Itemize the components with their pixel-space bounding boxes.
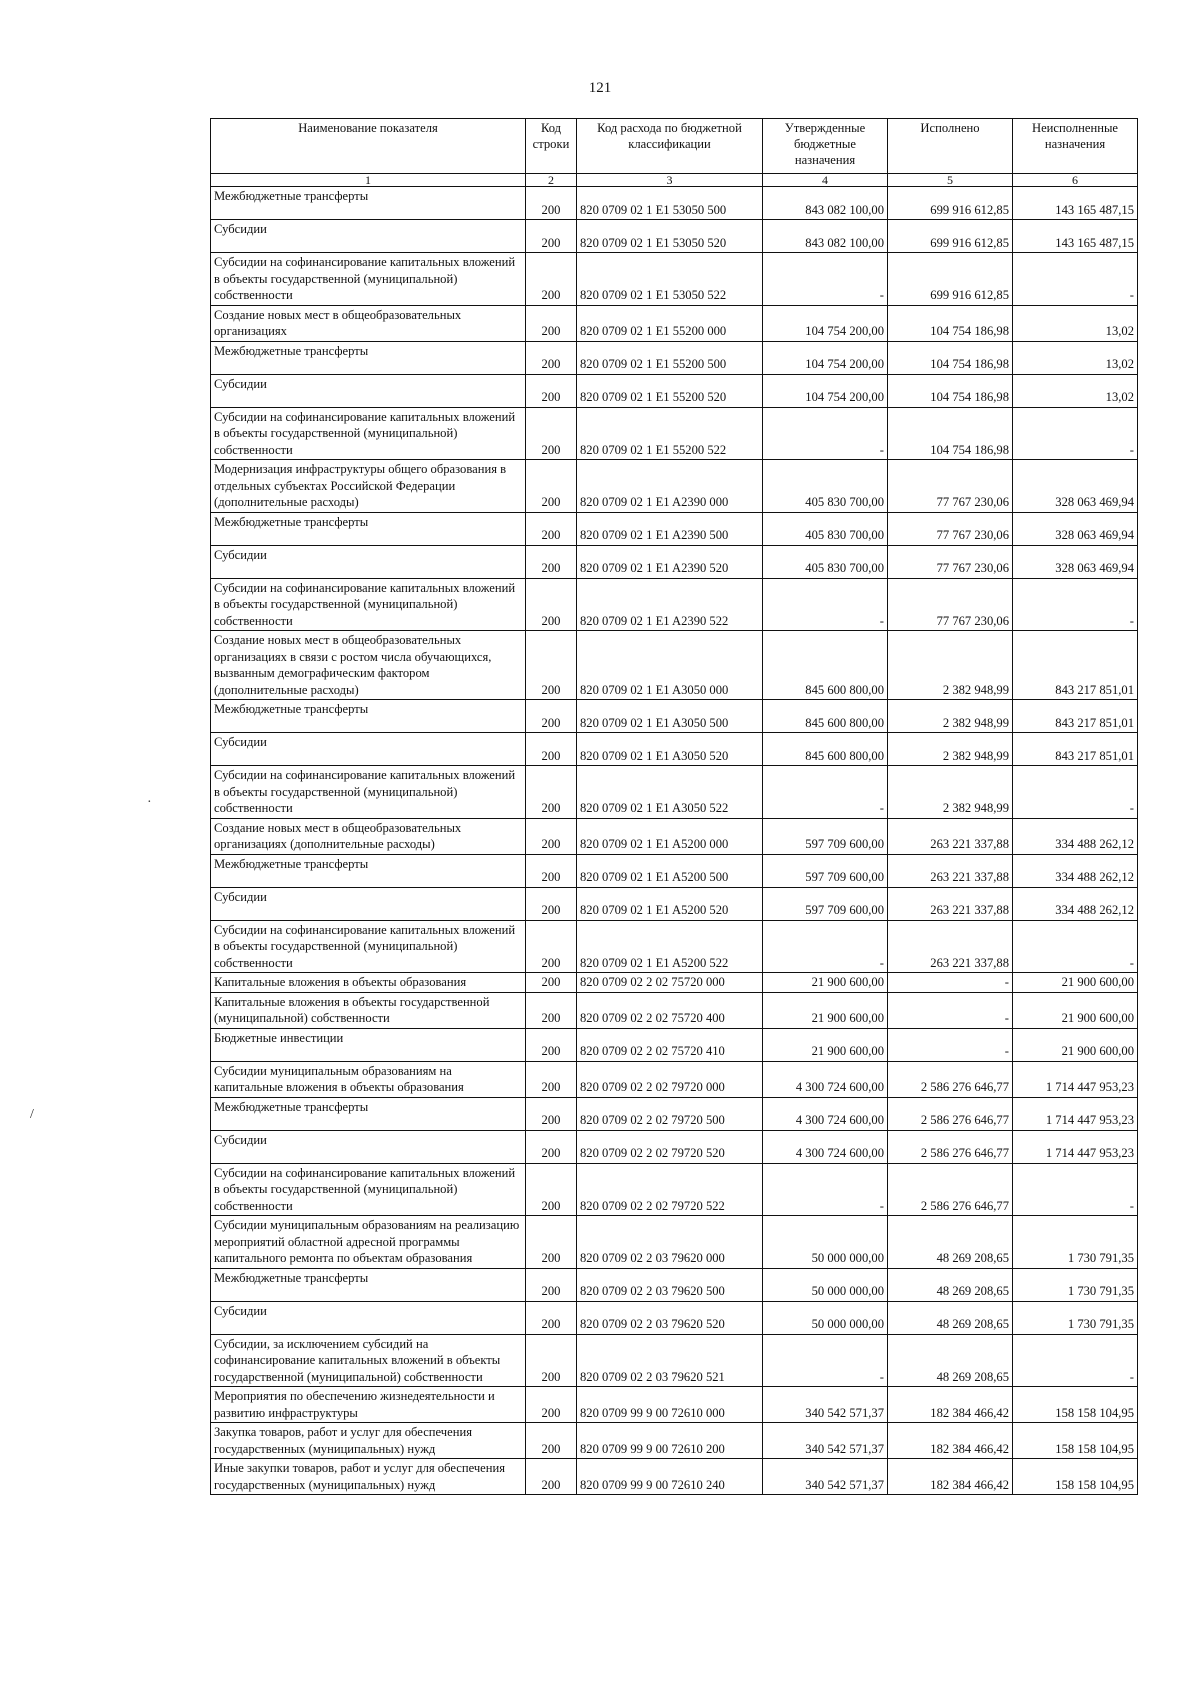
executed-amount-cell: 48 269 208,65 bbox=[888, 1301, 1013, 1334]
approved-amount-cell: 104 754 200,00 bbox=[763, 341, 888, 374]
expense-code-cell: 820 0709 02 1 E1 53050 500 bbox=[577, 187, 763, 220]
unexecuted-amount-cell: 1 714 447 953,23 bbox=[1013, 1130, 1138, 1163]
margin-pen-mark: / bbox=[30, 1107, 34, 1122]
executed-amount-cell: 2 382 948,99 bbox=[888, 700, 1013, 733]
header-expense-code: Код расхода по бюджетной классификации bbox=[577, 119, 763, 174]
table-row bbox=[211, 407, 1138, 460]
table-row bbox=[211, 341, 1138, 374]
approved-amount-cell: 50 000 000,00 bbox=[763, 1301, 888, 1334]
executed-amount-cell: 2 586 276 646,77 bbox=[888, 1061, 1013, 1097]
approved-amount-cell: 50 000 000,00 bbox=[763, 1268, 888, 1301]
executed-amount-cell: 2 586 276 646,77 bbox=[888, 1097, 1013, 1130]
unexecuted-amount-cell: - bbox=[1013, 1334, 1138, 1387]
line-code-cell: 200 bbox=[526, 1028, 577, 1061]
unexecuted-amount-cell: 158 158 104,95 bbox=[1013, 1387, 1138, 1423]
expense-code-cell: 820 0709 02 2 02 79720 500 bbox=[577, 1097, 763, 1130]
table-row bbox=[211, 1459, 1138, 1495]
expense-code-cell: 820 0709 02 1 E1 A3050 500 bbox=[577, 700, 763, 733]
line-code-cell: 200 bbox=[526, 305, 577, 341]
table-row bbox=[211, 854, 1138, 887]
unexecuted-amount-cell: - bbox=[1013, 1163, 1138, 1216]
expense-code-cell: 820 0709 02 1 E1 A3050 522 bbox=[577, 766, 763, 819]
table-row bbox=[211, 578, 1138, 631]
unexecuted-amount-cell: 1 730 791,35 bbox=[1013, 1216, 1138, 1269]
executed-amount-cell: 699 916 612,85 bbox=[888, 253, 1013, 306]
expense-code-cell: 820 0709 02 1 E1 A2390 000 bbox=[577, 460, 763, 513]
executed-amount-cell: 77 767 230,06 bbox=[888, 545, 1013, 578]
executed-amount-cell: - bbox=[888, 973, 1013, 993]
executed-amount-cell: - bbox=[888, 1028, 1013, 1061]
unexecuted-amount-cell: 843 217 851,01 bbox=[1013, 631, 1138, 700]
line-code-cell: 200 bbox=[526, 512, 577, 545]
line-code-cell: 200 bbox=[526, 220, 577, 253]
table-row bbox=[211, 766, 1138, 819]
line-code-cell: 200 bbox=[526, 253, 577, 306]
indicator-name-cell: Межбюджетные трансферты bbox=[211, 341, 526, 374]
expense-code-cell: 820 0709 02 1 E1 53050 522 bbox=[577, 253, 763, 306]
unexecuted-amount-cell: - bbox=[1013, 920, 1138, 973]
expense-code-cell: 820 0709 02 1 E1 55200 000 bbox=[577, 305, 763, 341]
table-row bbox=[211, 920, 1138, 973]
unexecuted-amount-cell: 328 063 469,94 bbox=[1013, 545, 1138, 578]
approved-amount-cell: - bbox=[763, 766, 888, 819]
column-number-row bbox=[211, 174, 1138, 187]
indicator-name-cell: Межбюджетные трансферты bbox=[211, 187, 526, 220]
table-row bbox=[211, 631, 1138, 700]
unexecuted-amount-cell: 143 165 487,15 bbox=[1013, 187, 1138, 220]
expense-code-cell: 820 0709 99 9 00 72610 240 bbox=[577, 1459, 763, 1495]
table-row bbox=[211, 700, 1138, 733]
header-indicator-name: Наименование показателя bbox=[211, 119, 526, 174]
executed-amount-cell: 2 382 948,99 bbox=[888, 631, 1013, 700]
expense-code-cell: 820 0709 02 1 E1 A3050 000 bbox=[577, 631, 763, 700]
indicator-name-cell: Закупка товаров, работ и услуг для обеспечения государственных (муниципальных) нужд bbox=[211, 1423, 526, 1459]
expense-code-cell: 820 0709 02 1 E1 55200 522 bbox=[577, 407, 763, 460]
indicator-name-cell: Мероприятия по обеспечению жизнедеятельности и развитию инфраструктуры bbox=[211, 1387, 526, 1423]
executed-amount-cell: 104 754 186,98 bbox=[888, 341, 1013, 374]
unexecuted-amount-cell: 328 063 469,94 bbox=[1013, 512, 1138, 545]
unexecuted-amount-cell: 1 714 447 953,23 bbox=[1013, 1061, 1138, 1097]
table-row bbox=[211, 253, 1138, 306]
header-line-code: Код строки bbox=[526, 119, 577, 174]
table-row bbox=[211, 374, 1138, 407]
approved-amount-cell: 405 830 700,00 bbox=[763, 512, 888, 545]
indicator-name-cell: Субсидии на софинансирование капитальных вложений в объекты государственной (муниципальной) собственности bbox=[211, 578, 526, 631]
approved-amount-cell: 21 900 600,00 bbox=[763, 973, 888, 993]
unexecuted-amount-cell: 13,02 bbox=[1013, 341, 1138, 374]
executed-amount-cell: 263 221 337,88 bbox=[888, 854, 1013, 887]
approved-amount-cell: 4 300 724 600,00 bbox=[763, 1097, 888, 1130]
approved-amount-cell: 405 830 700,00 bbox=[763, 545, 888, 578]
executed-amount-cell: 263 221 337,88 bbox=[888, 887, 1013, 920]
executed-amount-cell: 263 221 337,88 bbox=[888, 818, 1013, 854]
indicator-name-cell: Капитальные вложения в объекты образования bbox=[211, 973, 526, 993]
line-code-cell: 200 bbox=[526, 1097, 577, 1130]
line-code-cell: 200 bbox=[526, 766, 577, 819]
expense-code-cell: 820 0709 02 2 03 79620 500 bbox=[577, 1268, 763, 1301]
header-unexecuted: Неисполненные назначения bbox=[1013, 119, 1138, 174]
expense-code-cell: 820 0709 02 1 E1 A2390 522 bbox=[577, 578, 763, 631]
unexecuted-amount-cell: - bbox=[1013, 407, 1138, 460]
header-approved: Утвержденные бюджетные назначения bbox=[763, 119, 888, 174]
expense-code-cell: 820 0709 02 1 E1 55200 500 bbox=[577, 341, 763, 374]
table-body bbox=[211, 187, 1138, 1495]
unexecuted-amount-cell: - bbox=[1013, 766, 1138, 819]
executed-amount-cell: 77 767 230,06 bbox=[888, 512, 1013, 545]
indicator-name-cell: Субсидии bbox=[211, 887, 526, 920]
approved-amount-cell: 340 542 571,37 bbox=[763, 1459, 888, 1495]
executed-amount-cell: 2 586 276 646,77 bbox=[888, 1130, 1013, 1163]
indicator-name-cell: Субсидии муниципальным образованиям на капитальные вложения в объекты образования bbox=[211, 1061, 526, 1097]
expense-code-cell: 820 0709 02 1 E1 53050 520 bbox=[577, 220, 763, 253]
approved-amount-cell: 843 082 100,00 bbox=[763, 187, 888, 220]
indicator-name-cell: Капитальные вложения в объекты государственной (муниципальной) собственности bbox=[211, 992, 526, 1028]
approved-amount-cell: 21 900 600,00 bbox=[763, 992, 888, 1028]
approved-amount-cell: 340 542 571,37 bbox=[763, 1423, 888, 1459]
indicator-name-cell: Субсидии на софинансирование капитальных вложений в объекты государственной (муниципальной) собственности bbox=[211, 920, 526, 973]
line-code-cell: 200 bbox=[526, 818, 577, 854]
executed-amount-cell: 48 269 208,65 bbox=[888, 1334, 1013, 1387]
indicator-name-cell: Создание новых мест в общеобразовательных организациях в связи с ростом числа обучающихся, вызванным демографическим фактором (дополнительные расходы) bbox=[211, 631, 526, 700]
table-row bbox=[211, 305, 1138, 341]
indicator-name-cell: Межбюджетные трансферты bbox=[211, 1097, 526, 1130]
indicator-name-cell: Бюджетные инвестиции bbox=[211, 1028, 526, 1061]
approved-amount-cell: - bbox=[763, 1163, 888, 1216]
table-row bbox=[211, 973, 1138, 993]
indicator-name-cell: Создание новых мест в общеобразовательных организациях bbox=[211, 305, 526, 341]
margin-dot-mark: · bbox=[147, 795, 152, 810]
line-code-cell: 200 bbox=[526, 545, 577, 578]
expense-code-cell: 820 0709 02 1 E1 A3050 520 bbox=[577, 733, 763, 766]
indicator-name-cell: Межбюджетные трансферты bbox=[211, 512, 526, 545]
line-code-cell: 200 bbox=[526, 920, 577, 973]
column-number: 2 bbox=[526, 174, 577, 187]
table-row bbox=[211, 220, 1138, 253]
line-code-cell: 200 bbox=[526, 992, 577, 1028]
indicator-name-cell: Субсидии bbox=[211, 374, 526, 407]
table-row bbox=[211, 992, 1138, 1028]
expense-code-cell: 820 0709 02 2 03 79620 000 bbox=[577, 1216, 763, 1269]
line-code-cell: 200 bbox=[526, 1334, 577, 1387]
indicator-name-cell: Иные закупки товаров, работ и услуг для обеспечения государственных (муниципальных) нужд bbox=[211, 1459, 526, 1495]
executed-amount-cell: - bbox=[888, 992, 1013, 1028]
table-row bbox=[211, 1387, 1138, 1423]
approved-amount-cell: 340 542 571,37 bbox=[763, 1387, 888, 1423]
approved-amount-cell: 405 830 700,00 bbox=[763, 460, 888, 513]
executed-amount-cell: 77 767 230,06 bbox=[888, 460, 1013, 513]
unexecuted-amount-cell: 21 900 600,00 bbox=[1013, 992, 1138, 1028]
expense-code-cell: 820 0709 02 1 E1 55200 520 bbox=[577, 374, 763, 407]
unexecuted-amount-cell: 843 217 851,01 bbox=[1013, 700, 1138, 733]
approved-amount-cell: - bbox=[763, 253, 888, 306]
expense-code-cell: 820 0709 02 2 03 79620 521 bbox=[577, 1334, 763, 1387]
table-row bbox=[211, 1130, 1138, 1163]
expense-code-cell: 820 0709 02 2 03 79620 520 bbox=[577, 1301, 763, 1334]
approved-amount-cell: 597 709 600,00 bbox=[763, 887, 888, 920]
executed-amount-cell: 48 269 208,65 bbox=[888, 1268, 1013, 1301]
unexecuted-amount-cell: 21 900 600,00 bbox=[1013, 973, 1138, 993]
column-number: 6 bbox=[1013, 174, 1138, 187]
line-code-cell: 200 bbox=[526, 1130, 577, 1163]
table-row bbox=[211, 887, 1138, 920]
line-code-cell: 200 bbox=[526, 407, 577, 460]
unexecuted-amount-cell: 334 488 262,12 bbox=[1013, 818, 1138, 854]
unexecuted-amount-cell: - bbox=[1013, 253, 1138, 306]
indicator-name-cell: Межбюджетные трансферты bbox=[211, 1268, 526, 1301]
approved-amount-cell: 845 600 800,00 bbox=[763, 700, 888, 733]
table-row bbox=[211, 512, 1138, 545]
expense-code-cell: 820 0709 99 9 00 72610 000 bbox=[577, 1387, 763, 1423]
indicator-name-cell: Субсидии муниципальным образованиям на реализацию мероприятий областной адресной программы капитального ремонта по объектам образования bbox=[211, 1216, 526, 1269]
line-code-cell: 200 bbox=[526, 1459, 577, 1495]
approved-amount-cell: 21 900 600,00 bbox=[763, 1028, 888, 1061]
executed-amount-cell: 182 384 466,42 bbox=[888, 1459, 1013, 1495]
line-code-cell: 200 bbox=[526, 1301, 577, 1334]
column-number: 1 bbox=[211, 174, 526, 187]
executed-amount-cell: 104 754 186,98 bbox=[888, 305, 1013, 341]
page-number: 121 bbox=[588, 80, 612, 96]
indicator-name-cell: Субсидии bbox=[211, 220, 526, 253]
table-row bbox=[211, 1268, 1138, 1301]
table-row bbox=[211, 460, 1138, 513]
line-code-cell: 200 bbox=[526, 578, 577, 631]
unexecuted-amount-cell: 334 488 262,12 bbox=[1013, 854, 1138, 887]
expense-code-cell: 820 0709 02 1 E1 A5200 520 bbox=[577, 887, 763, 920]
indicator-name-cell: Субсидии на софинансирование капитальных вложений в объекты государственной (муниципальной) собственности bbox=[211, 1163, 526, 1216]
line-code-cell: 200 bbox=[526, 1268, 577, 1301]
unexecuted-amount-cell: 328 063 469,94 bbox=[1013, 460, 1138, 513]
indicator-name-cell: Субсидии bbox=[211, 1130, 526, 1163]
approved-amount-cell: - bbox=[763, 1334, 888, 1387]
expense-code-cell: 820 0709 02 1 E1 A2390 520 bbox=[577, 545, 763, 578]
line-code-cell: 200 bbox=[526, 733, 577, 766]
expense-code-cell: 820 0709 02 1 E1 A5200 522 bbox=[577, 920, 763, 973]
line-code-cell: 200 bbox=[526, 854, 577, 887]
unexecuted-amount-cell: 143 165 487,15 bbox=[1013, 220, 1138, 253]
table-row bbox=[211, 1301, 1138, 1334]
line-code-cell: 200 bbox=[526, 1216, 577, 1269]
expense-code-cell: 820 0709 02 2 02 75720 410 bbox=[577, 1028, 763, 1061]
expense-code-cell: 820 0709 02 2 02 79720 000 bbox=[577, 1061, 763, 1097]
unexecuted-amount-cell: 13,02 bbox=[1013, 305, 1138, 341]
approved-amount-cell: 4 300 724 600,00 bbox=[763, 1061, 888, 1097]
expense-code-cell: 820 0709 02 1 E1 A5200 500 bbox=[577, 854, 763, 887]
unexecuted-amount-cell: 1 714 447 953,23 bbox=[1013, 1097, 1138, 1130]
unexecuted-amount-cell: 843 217 851,01 bbox=[1013, 733, 1138, 766]
unexecuted-amount-cell: 1 730 791,35 bbox=[1013, 1268, 1138, 1301]
line-code-cell: 200 bbox=[526, 1387, 577, 1423]
indicator-name-cell: Субсидии, за исключением субсидий на софинансирование капитальных вложений в объекты государственной (муниципальной) собственности bbox=[211, 1334, 526, 1387]
expense-code-cell: 820 0709 02 2 02 79720 520 bbox=[577, 1130, 763, 1163]
table-row bbox=[211, 545, 1138, 578]
line-code-cell: 200 bbox=[526, 341, 577, 374]
expense-code-cell: 820 0709 02 2 02 79720 522 bbox=[577, 1163, 763, 1216]
executed-amount-cell: 263 221 337,88 bbox=[888, 920, 1013, 973]
column-number: 4 bbox=[763, 174, 888, 187]
approved-amount-cell: 845 600 800,00 bbox=[763, 631, 888, 700]
line-code-cell: 200 bbox=[526, 1423, 577, 1459]
approved-amount-cell: 845 600 800,00 bbox=[763, 733, 888, 766]
approved-amount-cell: 4 300 724 600,00 bbox=[763, 1130, 888, 1163]
indicator-name-cell: Субсидии bbox=[211, 733, 526, 766]
header-row bbox=[211, 119, 1138, 174]
table-row bbox=[211, 1216, 1138, 1269]
table-row bbox=[211, 1334, 1138, 1387]
approved-amount-cell: 104 754 200,00 bbox=[763, 374, 888, 407]
expense-code-cell: 820 0709 02 2 02 75720 000 bbox=[577, 973, 763, 993]
table-row bbox=[211, 1028, 1138, 1061]
line-code-cell: 200 bbox=[526, 700, 577, 733]
table-row bbox=[211, 1163, 1138, 1216]
executed-amount-cell: 104 754 186,98 bbox=[888, 374, 1013, 407]
unexecuted-amount-cell: 158 158 104,95 bbox=[1013, 1423, 1138, 1459]
line-code-cell: 200 bbox=[526, 631, 577, 700]
column-number: 5 bbox=[888, 174, 1013, 187]
executed-amount-cell: 2 382 948,99 bbox=[888, 733, 1013, 766]
expense-code-cell: 820 0709 02 2 02 75720 400 bbox=[577, 992, 763, 1028]
approved-amount-cell: - bbox=[763, 920, 888, 973]
indicator-name-cell: Субсидии bbox=[211, 545, 526, 578]
indicator-name-cell: Создание новых мест в общеобразовательных организациях (дополнительные расходы) bbox=[211, 818, 526, 854]
executed-amount-cell: 699 916 612,85 bbox=[888, 187, 1013, 220]
unexecuted-amount-cell: 1 730 791,35 bbox=[1013, 1301, 1138, 1334]
executed-amount-cell: 2 586 276 646,77 bbox=[888, 1163, 1013, 1216]
table-row bbox=[211, 733, 1138, 766]
column-number: 3 bbox=[577, 174, 763, 187]
executed-amount-cell: 48 269 208,65 bbox=[888, 1216, 1013, 1269]
expense-code-cell: 820 0709 02 1 E1 A2390 500 bbox=[577, 512, 763, 545]
expense-code-cell: 820 0709 02 1 E1 A5200 000 bbox=[577, 818, 763, 854]
approved-amount-cell: 50 000 000,00 bbox=[763, 1216, 888, 1269]
executed-amount-cell: 104 754 186,98 bbox=[888, 407, 1013, 460]
line-code-cell: 200 bbox=[526, 887, 577, 920]
line-code-cell: 200 bbox=[526, 1061, 577, 1097]
indicator-name-cell: Модернизация инфраструктуры общего образования в отдельных субъектах Российской Федерации (дополнительные расходы) bbox=[211, 460, 526, 513]
table-row bbox=[211, 1423, 1138, 1459]
table-row bbox=[211, 1097, 1138, 1130]
executed-amount-cell: 2 382 948,99 bbox=[888, 766, 1013, 819]
indicator-name-cell: Межбюджетные трансферты bbox=[211, 700, 526, 733]
indicator-name-cell: Субсидии на софинансирование капитальных вложений в объекты государственной (муниципальной) собственности bbox=[211, 766, 526, 819]
line-code-cell: 200 bbox=[526, 460, 577, 513]
line-code-cell: 200 bbox=[526, 374, 577, 407]
expense-code-cell: 820 0709 99 9 00 72610 200 bbox=[577, 1423, 763, 1459]
indicator-name-cell: Межбюджетные трансферты bbox=[211, 854, 526, 887]
indicator-name-cell: Субсидии на софинансирование капитальных вложений в объекты государственной (муниципальной) собственности bbox=[211, 253, 526, 306]
approved-amount-cell: - bbox=[763, 407, 888, 460]
line-code-cell: 200 bbox=[526, 187, 577, 220]
line-code-cell: 200 bbox=[526, 1163, 577, 1216]
approved-amount-cell: 597 709 600,00 bbox=[763, 818, 888, 854]
unexecuted-amount-cell: 334 488 262,12 bbox=[1013, 887, 1138, 920]
approved-amount-cell: 104 754 200,00 bbox=[763, 305, 888, 341]
indicator-name-cell: Субсидии bbox=[211, 1301, 526, 1334]
unexecuted-amount-cell: 158 158 104,95 bbox=[1013, 1459, 1138, 1495]
unexecuted-amount-cell: - bbox=[1013, 578, 1138, 631]
approved-amount-cell: 843 082 100,00 bbox=[763, 220, 888, 253]
table-row bbox=[211, 187, 1138, 220]
executed-amount-cell: 182 384 466,42 bbox=[888, 1387, 1013, 1423]
executed-amount-cell: 182 384 466,42 bbox=[888, 1423, 1013, 1459]
indicator-name-cell: Субсидии на софинансирование капитальных вложений в объекты государственной (муниципальной) собственности bbox=[211, 407, 526, 460]
executed-amount-cell: 699 916 612,85 bbox=[888, 220, 1013, 253]
unexecuted-amount-cell: 21 900 600,00 bbox=[1013, 1028, 1138, 1061]
unexecuted-amount-cell: 13,02 bbox=[1013, 374, 1138, 407]
approved-amount-cell: - bbox=[763, 578, 888, 631]
approved-amount-cell: 597 709 600,00 bbox=[763, 854, 888, 887]
header-executed: Исполнено bbox=[888, 119, 1013, 174]
executed-amount-cell: 77 767 230,06 bbox=[888, 578, 1013, 631]
budget-execution-table bbox=[210, 118, 1138, 1495]
table-row bbox=[211, 1061, 1138, 1097]
table-row bbox=[211, 818, 1138, 854]
line-code-cell: 200 bbox=[526, 973, 577, 993]
